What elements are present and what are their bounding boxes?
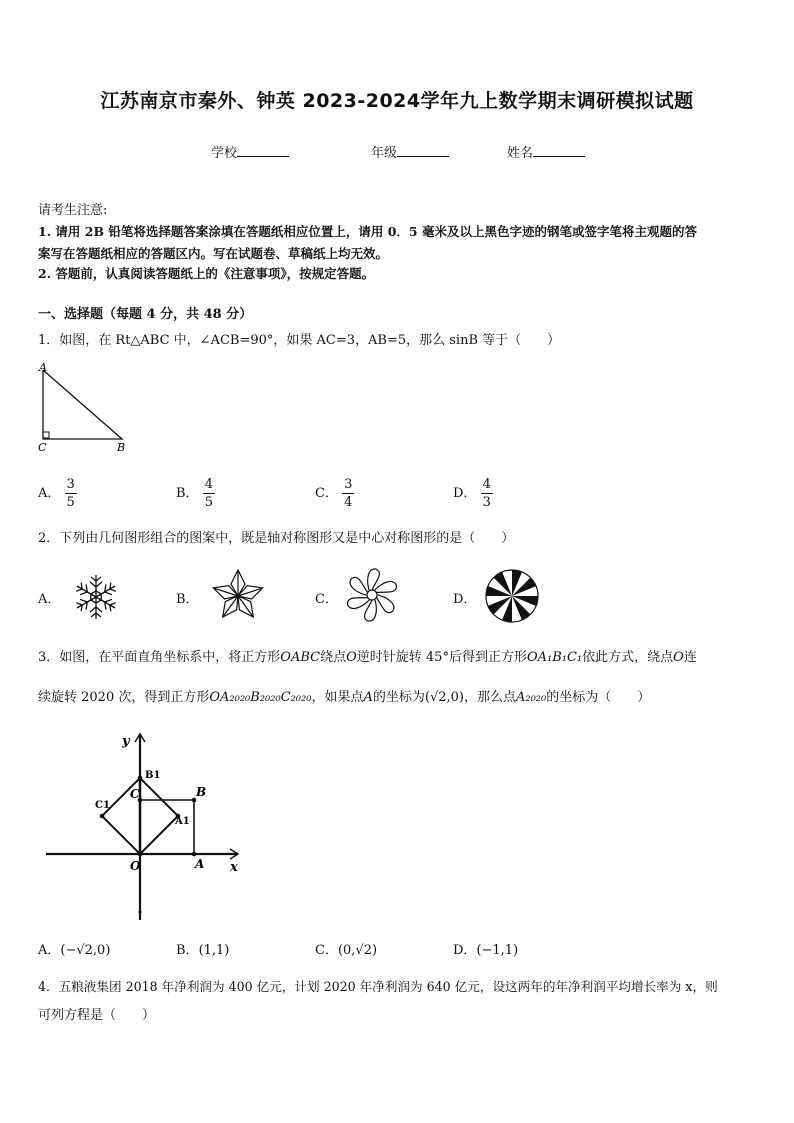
numerator: 3 xyxy=(66,477,75,492)
option-value: (0,√2) xyxy=(337,943,378,958)
q1-option-b[interactable] xyxy=(176,476,215,511)
pinwheel-pattern-icon xyxy=(344,567,400,623)
option-letter: B． xyxy=(176,486,199,501)
option-letter: B． xyxy=(176,943,199,958)
q3-text: 逆时针旋转 45°后得到正方形 xyxy=(356,650,527,665)
label-x: x xyxy=(230,860,238,875)
label-a1: A1 xyxy=(175,816,190,827)
name-blank xyxy=(533,144,585,157)
q1-option-d[interactable] xyxy=(453,476,493,511)
fraction xyxy=(481,476,493,511)
name-label: 姓名 xyxy=(507,146,534,161)
option-letter: C． xyxy=(315,486,338,501)
q3-text: 的坐标为 xyxy=(372,690,425,705)
label-y: y xyxy=(122,734,130,749)
q1-stem: 1．如图，在 Rt△ABC 中，∠ACB=90°，如果 AC=3，AB=5，那么 sinB 等于（ ） xyxy=(38,333,561,348)
label-o: O xyxy=(130,859,141,873)
option-value: (1,1) xyxy=(198,943,230,958)
star-pattern-icon xyxy=(210,566,266,622)
point-b1 xyxy=(138,776,143,781)
q3-option-d[interactable] xyxy=(453,939,518,958)
q3-math: O xyxy=(673,650,684,665)
notice-item1-line1: 1. 请用 2B 铅笔将选择题答案涂填在答题纸相应位置上，请用 0．5 毫米及以上黑色字迹的钢笔或签字笔将主观题的答 xyxy=(38,224,697,239)
q3-text: 连 xyxy=(683,650,697,665)
q1-triangle-figure xyxy=(34,360,134,455)
q3-option-c[interactable] xyxy=(315,939,377,958)
q3-text: 的坐标为（ ） xyxy=(546,690,651,705)
q3-text: 绕点 xyxy=(320,650,347,665)
label-c: C xyxy=(130,787,140,801)
q3-text: ，如果点 xyxy=(311,690,364,705)
option-letter: D． xyxy=(453,486,477,501)
numerator: 3 xyxy=(344,477,353,492)
snowflake-pattern-icon xyxy=(70,571,122,623)
q3-option-b[interactable] xyxy=(176,939,229,958)
option-letter: C． xyxy=(315,943,338,958)
option-value: (−1,1) xyxy=(476,943,519,958)
q4-line1: 4．五粮液集团 2018 年净利润为 400 亿元，计划 2020 年净利润为 640 亿元，设这两年的年净利润平均增长率为 x，则 xyxy=(38,979,718,994)
q3-math: (√2,0) xyxy=(424,690,464,705)
q3-text: ，那么点 xyxy=(463,690,516,705)
triangle-abc xyxy=(43,370,122,439)
option-letter: A． xyxy=(38,943,61,958)
denominator: 3 xyxy=(482,495,491,510)
grade-field xyxy=(371,142,449,161)
option-letter: A． xyxy=(38,486,61,501)
name-field xyxy=(507,142,585,161)
label-a: A xyxy=(39,361,47,374)
section-heading: 一、选择题（每题 4 分，共 48 分） xyxy=(38,307,253,322)
q3-line1 xyxy=(38,648,697,668)
grade-label: 年级 xyxy=(371,146,398,161)
school-blank xyxy=(237,144,289,157)
axis-tick-dot xyxy=(139,911,142,914)
q2-stem: 2．下列由几何图形组合的图案中，既是轴对称图形又是中心对称图形的是（ ） xyxy=(38,531,515,546)
notice-item1-line2: 案写在答题纸相应的答题区内。写在试题卷、草稿纸上均无效。 xyxy=(38,246,389,261)
q3-math: O xyxy=(346,650,357,665)
right-angle-mark xyxy=(43,432,49,438)
q3-option-a[interactable] xyxy=(38,939,110,958)
q2-option-c[interactable]: C． xyxy=(315,592,338,607)
point-c1 xyxy=(100,814,105,819)
school-label: 学校 xyxy=(211,146,238,161)
q3-text: 依此方式，绕点 xyxy=(582,650,674,665)
label-a: A xyxy=(195,857,205,871)
q2-option-a[interactable]: A． xyxy=(38,592,61,607)
q3-math: A₂₀₂₀ xyxy=(516,690,547,705)
fraction xyxy=(342,476,354,511)
q3-math: A xyxy=(363,690,373,705)
q3-text: 3．如图，在平面直角坐标系中，将正方形 xyxy=(38,650,281,665)
fraction xyxy=(203,476,215,511)
q2-option-d[interactable]: D． xyxy=(453,592,477,607)
q1-option-a[interactable] xyxy=(38,476,77,511)
denominator: 5 xyxy=(66,495,75,510)
q3-coordinate-figure xyxy=(40,728,250,928)
notice-item2: 2. 答题前，认真阅读答题纸上的《注意事项》，按规定答题。 xyxy=(38,266,375,281)
label-c: C xyxy=(38,441,47,454)
q3-math: OA₂₀₂₀B₂₀₂₀C₂₀₂₀ xyxy=(209,690,312,705)
denominator: 4 xyxy=(344,495,353,510)
option-value: (−√2,0) xyxy=(60,943,111,958)
numerator: 4 xyxy=(482,477,491,492)
label-b: B xyxy=(117,441,126,454)
label-b: B xyxy=(196,785,207,799)
q4-line2: 可列方程是（ ） xyxy=(38,1008,156,1023)
q3-line2 xyxy=(38,688,650,708)
notice-heading: 请考生注意: xyxy=(38,203,108,218)
point-o xyxy=(138,852,143,857)
q1-option-c[interactable] xyxy=(315,476,354,511)
exam-title: 江苏南京市秦外、钟英 2023-2024学年九上数学期末调研模拟试题 xyxy=(100,90,694,112)
school-field xyxy=(211,142,289,161)
q3-math: OA₁B₁C₁ xyxy=(526,650,583,665)
q3-text: 续旋转 2020 次，得到正方形 xyxy=(38,690,210,705)
circle-fan-pattern-icon xyxy=(484,568,540,624)
grade-blank xyxy=(397,144,449,157)
q2-option-b[interactable]: B． xyxy=(176,592,199,607)
point-a xyxy=(192,852,197,857)
label-b1: B1 xyxy=(145,770,161,781)
q3-math: OABC xyxy=(280,650,321,665)
numerator: 4 xyxy=(204,477,213,492)
fraction xyxy=(65,476,77,511)
option-letter: D． xyxy=(453,943,477,958)
label-c1: C1 xyxy=(95,800,110,811)
denominator: 5 xyxy=(204,495,213,510)
